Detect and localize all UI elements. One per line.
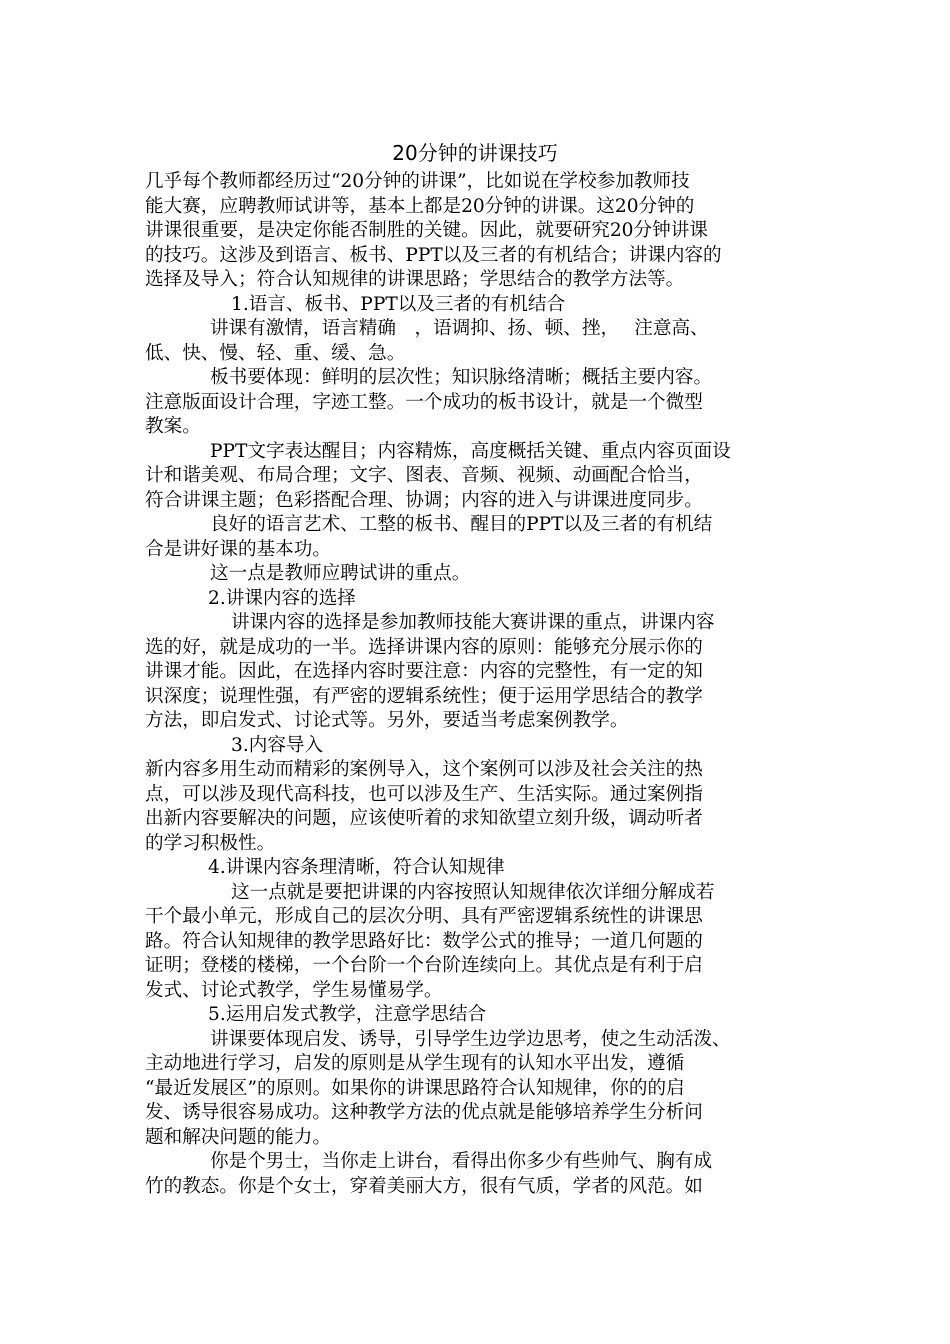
paragraph-line: 讲课要体现启发、诱导，引导学生边学边思考，使之生动活泼、 [210, 1028, 731, 1050]
paragraph-line: “最近发展区”的原则。如果你的讲课思路符合认知规律，你的的启 [145, 1077, 685, 1099]
paragraph-line: 选的好，就是成功的一半。选择讲课内容的原则：能够充分展示你的 [145, 636, 703, 658]
paragraph-line: 证明；登楼的楼梯，一个台阶一个台阶连续向上。其优点是有利于启 [145, 955, 703, 976]
paragraph-line: 发、诱导很容易成功。这种教学方法的优点就是能够培养学生分析问 [145, 1102, 703, 1123]
paragraph-line: 主动地进行学习，启发的原则是从学生现有的认知水平出发，遵循 [145, 1053, 685, 1074]
paragraph-line: 题和解决问题的能力。 [145, 1126, 331, 1148]
section-heading: 4.讲课内容条理清晰，符合认知规律 [208, 857, 505, 878]
section-heading: 2.讲课内容的选择 [208, 587, 356, 609]
paragraph-line: 的技巧。这涉及到语言、板书、PPT以及三者的有机结合；讲课内容的 [145, 244, 722, 266]
paragraph-line: 教案。 [145, 416, 201, 437]
document-body [145, 170, 810, 1199]
section-heading: 3.内容导入 [231, 734, 324, 756]
paragraph-line: 讲课内容的选择是参加教师技能大赛讲课的重点，讲课内容 [231, 612, 715, 633]
section-heading: 1.语言、板书、PPT以及三者的有机结合 [231, 293, 566, 315]
paragraph-line: 发式、讨论式教学，学生易懂易学。 [145, 979, 443, 1001]
paragraph-line: 良好的语言艺术、工整的板书、醒目的PPT以及三者的有机结 [210, 514, 713, 535]
paragraph-line: 路。符合认知规律的教学思路好比：数学公式的推导；一道几何题的 [145, 930, 703, 952]
paragraph-line: PPT文字表达醒目；内容精炼，高度概括关键、重点内容页面设 [210, 440, 731, 462]
paragraph-line: 计和谐美观、布局合理；文字、图表、音频、视频、动画配合恰当， [145, 465, 703, 486]
paragraph-line: 的学习积极性。 [145, 832, 276, 854]
paragraph-line: 方法，即启发式、讨论式等。另外，要适当考虑案例教学。 [145, 710, 629, 731]
paragraph-line: 板书要体现：鲜明的层次性；知识脉络清晰；概括主要内容。 [210, 367, 713, 388]
paragraph-line: 讲课才能。因此，在选择内容时要注意：内容的完整性，有一定的知 [145, 661, 703, 682]
paragraph-line: 点，可以涉及现代高科技，也可以涉及生产、生活实际。通过案例指 [145, 783, 703, 805]
paragraph-line: 竹的教态。你是个女士，穿着美丽大方，很有气质，学者的风范。如 [145, 1175, 703, 1197]
paragraph-line: 合是讲好课的基本功。 [145, 538, 331, 560]
paragraph-line: 低、快、慢、轻、重、缓、急。 [145, 342, 406, 364]
paragraph-line: 注意版面设计合理，字迹工整。一个成功的板书设计，就是一个微型 [145, 391, 703, 413]
paragraph-line: 识深度；说理性强，有严密的逻辑系统性；便于运用学思结合的教学 [145, 685, 703, 707]
document-title: 20分钟的讲课技巧 [392, 141, 558, 165]
paragraph-line: 讲课很重要，是决定你能否制胜的关键。因此，就要研究20分钟讲课 [145, 220, 708, 241]
paragraph-line: 这一点是教师应聘试讲的重点。 [210, 563, 471, 584]
paragraph-line: 符合讲课主题；色彩搭配合理、协调；内容的进入与讲课进度同步。 [145, 489, 703, 511]
paragraph-line: 干个最小单元，形成自己的层次分明、具有严密逻辑系统性的讲课思 [145, 906, 703, 927]
section-heading: 5.运用启发式教学，注意学思结合 [208, 1004, 487, 1025]
paragraph-line: 能大赛，应聘教师试讲等，基本上都是20分钟的讲课。这20分钟的 [145, 195, 695, 217]
paragraph-line: 讲课有激情，语言精确 ，语调抑、扬、顿、挫， 注意高、 [210, 318, 709, 339]
paragraph-line: 出新内容要解决的问题，应该使听着的求知欲望立刻升级，调动听者 [145, 808, 703, 829]
paragraph-line: 新内容多用生动而精彩的案例导入，这个案例可以涉及社会关注的热 [145, 759, 703, 780]
paragraph-line: 这一点就是要把讲课的内容按照认知规律依次详细分解成若 [231, 881, 715, 903]
paragraph-line: 你是个男士，当你走上讲台，看得出你多少有些帅气、胸有成 [210, 1151, 713, 1172]
paragraph-line: 几乎每个教师都经历过“20分钟的讲课”，比如说在学校参加教师技 [145, 171, 690, 192]
paragraph-line: 选择及导入；符合认知规律的讲课思路；学思结合的教学方法等。 [145, 269, 685, 290]
